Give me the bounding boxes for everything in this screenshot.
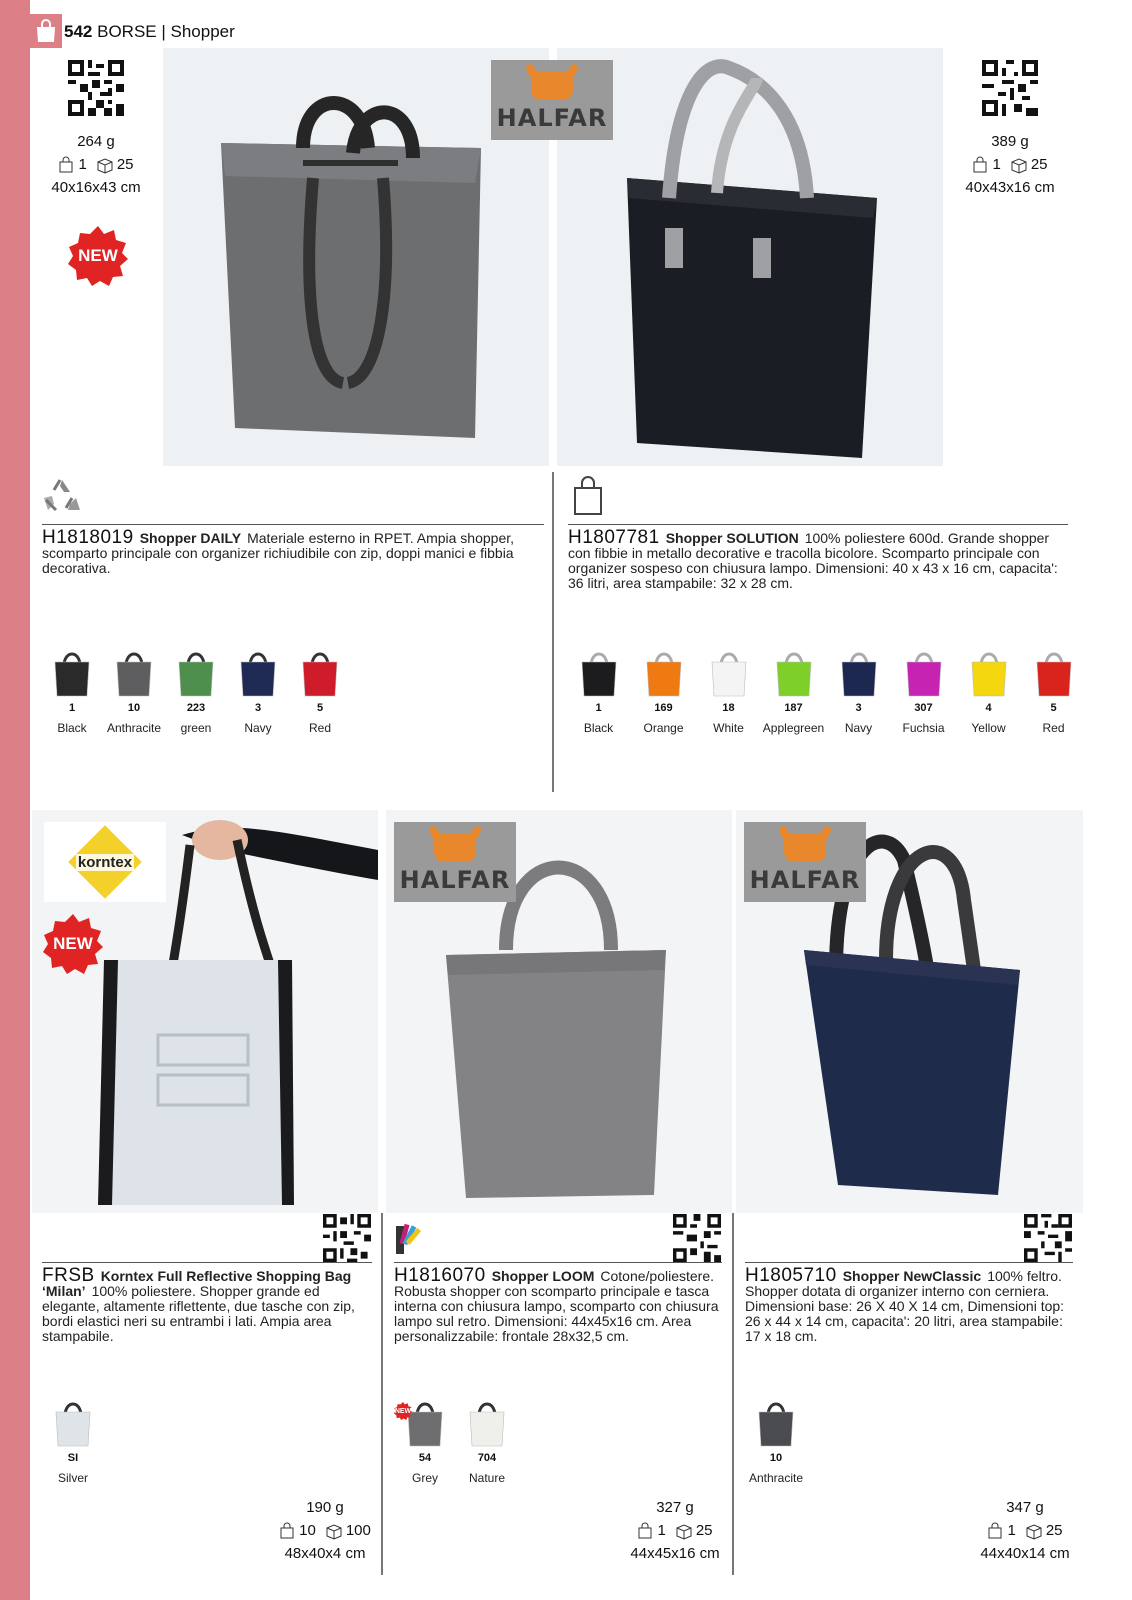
bag-pack-icon (987, 1523, 1003, 1539)
dimensions: 44x45x16 cm (630, 1545, 720, 1562)
color-name: Red (308, 721, 331, 735)
color-code: 18 (722, 702, 735, 714)
halfar-logo: HALFAR (491, 60, 613, 140)
color-swatch[interactable] (42, 1396, 104, 1485)
shopping-bag-outline-icon (572, 476, 604, 516)
page-header (64, 22, 235, 42)
product-text: Cotone/poliestere. Robusta shopper con scomparto principale e tasca interna con chiusura lampo, scomparto con chiusura lampo sul retro. Dimensioni: 44x45x16 cm. Area personalizzabile: frontale 28x32,5 cm. (394, 1268, 719, 1344)
color-swatch[interactable] (631, 646, 696, 735)
dimensions: 40x43x16 cm (965, 179, 1055, 196)
page-number: 542 (64, 22, 93, 41)
new-badge: NEW (68, 226, 128, 286)
color-name: White (713, 721, 744, 735)
column-divider (732, 1213, 734, 1575)
qr-code-icon (323, 1214, 371, 1262)
mini-bag-icon (51, 646, 93, 698)
product-description-frsb (42, 1265, 362, 1344)
color-variants-newclassic (745, 1396, 807, 1485)
mini-bag-icon (838, 646, 880, 698)
mini-bag-icon (968, 646, 1010, 698)
mini-bag-icon (643, 646, 685, 698)
section-title: BORSE | Shopper (97, 22, 235, 41)
color-code: 187 (784, 702, 803, 714)
color-code: 54 (418, 1452, 432, 1464)
color-name: Grey (411, 1471, 438, 1485)
column-divider (381, 1213, 383, 1575)
color-code: 10 (127, 702, 141, 714)
side-stripe (0, 0, 30, 1600)
pack-info: 1 25 (962, 153, 1058, 176)
product-code: H1807781 (568, 527, 660, 548)
color-name: Black (57, 721, 87, 735)
mini-bag-icon (1033, 646, 1075, 698)
color-code: 223 (186, 702, 206, 714)
new-badge: NEW (43, 914, 103, 974)
color-name: Silver (57, 1471, 88, 1485)
carton-box-icon (326, 1523, 342, 1539)
color-swatch[interactable] (566, 646, 631, 735)
product-photo-frsb (32, 810, 378, 1213)
specs-newclassic (972, 1496, 1078, 1565)
dimensions: 40x16x43 cm (51, 179, 141, 196)
korntex-logo: korntex (44, 822, 166, 902)
specs-frsb (272, 1496, 378, 1565)
color-code: 1 (68, 702, 76, 714)
color-name: Red (1042, 721, 1065, 735)
section-tab (30, 14, 62, 48)
product-photo-solution (496, 48, 943, 466)
bag-pack-icon (58, 157, 74, 173)
qr-code-icon (68, 60, 124, 116)
color-variants-daily (41, 646, 351, 735)
color-name: Black (583, 721, 614, 735)
color-swatch[interactable] (289, 646, 351, 735)
shopping-bag-icon (34, 18, 58, 44)
carton-box-icon (1011, 157, 1027, 173)
product-description-daily (42, 527, 544, 576)
color-name: Applegreen (762, 721, 825, 735)
halfar-logo: HALFAR (744, 822, 866, 902)
color-code: 5 (316, 702, 324, 714)
bag-pack-icon (637, 1523, 653, 1539)
divider (42, 1262, 372, 1263)
recycle-icon (42, 478, 82, 516)
qr-code-icon (982, 60, 1038, 116)
dimensions: 44x40x14 cm (980, 1545, 1070, 1562)
mini-bag-icon (578, 646, 620, 698)
color-code: SI (67, 1452, 79, 1464)
color-code: 10 (769, 1452, 783, 1464)
color-name: Anthracite (748, 1471, 804, 1485)
product-name: Shopper SOLUTION (665, 530, 799, 546)
pack-info: 1 25 (48, 153, 144, 176)
qr-code-frsb[interactable] (323, 1214, 371, 1262)
mini-bag-icon (773, 646, 815, 698)
product-code: H1805710 (745, 1265, 837, 1286)
product-photo-newclassic (736, 810, 1083, 1213)
mini-bag-icon (708, 646, 750, 698)
qr-code-icon (1024, 1214, 1072, 1262)
dimensions: 48x40x4 cm (284, 1545, 366, 1562)
mini-bag-icon (175, 646, 217, 698)
color-swatch[interactable] (165, 646, 227, 735)
divider (42, 524, 544, 525)
product-code: H1816070 (394, 1265, 486, 1286)
mini-bag-icon (466, 1396, 508, 1448)
color-code: 1 (595, 702, 602, 714)
weight: 327 g (656, 1499, 694, 1516)
color-code: 3 (254, 702, 262, 714)
color-variants-loom (394, 1396, 518, 1485)
color-name: Orange (643, 721, 684, 735)
carton-box-icon (676, 1523, 692, 1539)
color-swatch[interactable] (227, 646, 289, 735)
new-badge-small: NEW (394, 1402, 412, 1420)
color-name: Nature (468, 1471, 506, 1485)
divider (394, 1262, 722, 1263)
mini-bag-icon (52, 1396, 94, 1448)
mini-bag-icon (237, 646, 279, 698)
product-name: Korntex Full Reflective Shopping Bag ‘Milan’ (42, 1268, 352, 1299)
color-name: Navy (244, 721, 272, 735)
qr-code-icon (673, 1214, 721, 1262)
color-code: 704 (477, 1452, 497, 1464)
color-swatch[interactable] (1021, 646, 1086, 735)
color-name: Fuchsia (902, 721, 945, 735)
color-swatch[interactable] (956, 646, 1021, 735)
color-name: Navy (844, 721, 873, 735)
mini-bag-icon (903, 646, 945, 698)
product-description-newclassic (745, 1265, 1065, 1344)
pack-info: 1 25 (972, 1519, 1078, 1542)
product-description-solution (568, 527, 1068, 591)
qr-code-daily[interactable] (68, 60, 124, 116)
carton-box-icon (97, 157, 113, 173)
specs-solution (962, 130, 1058, 199)
color-swatch[interactable] (891, 646, 956, 735)
color-name: green (180, 721, 212, 735)
pack-info: 10 100 (272, 1519, 378, 1542)
qr-code-solution[interactable] (982, 60, 1038, 116)
product-description-loom (394, 1265, 722, 1344)
color-swatch[interactable] (103, 646, 165, 735)
color-code: 307 (914, 702, 933, 714)
divider (745, 1262, 1073, 1263)
product-text: 100% poliestere 600d. Grande shopper con fibbie in metallo decorative e tracolla bicolore. Scomparto principale con organizer sospeso con chiusura lampo. Dimensioni: 40 x 43 x 16 cm, capacita': 36 litri, area stampabile: 32 x 28 cm. (568, 530, 1058, 591)
color-swatch[interactable] (696, 646, 761, 735)
product-name: Shopper LOOM (491, 1268, 595, 1284)
mini-bag-icon (113, 646, 155, 698)
color-name: Anthracite (106, 721, 162, 735)
color-code: 4 (985, 702, 992, 714)
product-text: 100% poliestere. Shopper grande ed elegante, altamente riflettente, due tasche con zip, bordi elastici neri su entrambi i lati. Ampia area stampabile. (42, 1283, 355, 1344)
specs-loom (622, 1496, 728, 1565)
color-code: 3 (855, 702, 862, 714)
black-tote-bag-image (557, 48, 943, 466)
pack-info: 1 25 (622, 1519, 728, 1542)
color-palette-icon (394, 1222, 424, 1256)
carton-box-icon (1026, 1523, 1042, 1539)
qr-code-loom[interactable] (673, 1214, 721, 1262)
color-swatch[interactable] (456, 1396, 518, 1485)
qr-code-newclassic[interactable] (1024, 1214, 1072, 1262)
weight: 190 g (306, 1499, 344, 1516)
color-swatch[interactable] (761, 646, 826, 735)
color-swatch[interactable] (826, 646, 891, 735)
specs-daily (48, 130, 144, 199)
product-code: FRSB (42, 1265, 95, 1286)
product-name: Shopper DAILY (139, 530, 242, 546)
weight: 264 g (77, 133, 115, 150)
weight: 389 g (991, 133, 1029, 150)
color-name: Yellow (971, 721, 1006, 735)
product-code: H1818019 (42, 527, 134, 548)
mini-bag-icon (299, 646, 341, 698)
halfar-logo: HALFAR (394, 822, 516, 902)
weight: 347 g (1006, 1499, 1044, 1516)
column-divider (552, 472, 554, 792)
bag-pack-icon (972, 157, 988, 173)
color-swatch[interactable] (41, 646, 103, 735)
mini-bag-icon (755, 1396, 797, 1448)
product-photo-loom (386, 810, 732, 1213)
product-text: 100% feltro. Shopper dotata di organizer interno con cerniera. Dimensioni base: 26 X 40 X 14 cm, Dimensioni top: 26 x 44 x 14 cm, capacita': 20 litri, area stampabile: 17 x 18 cm. (745, 1268, 1065, 1344)
divider (568, 524, 1068, 525)
color-swatch[interactable] (745, 1396, 807, 1485)
bag-pack-icon (279, 1523, 295, 1539)
product-text: Materiale esterno in RPET. Ampia shopper, scomparto principale con organizer richiudibile con zip, doppi manici e fibbia decorativa. (42, 530, 515, 576)
color-code: 169 (654, 702, 673, 714)
color-code: 5 (1050, 702, 1057, 714)
color-variants-solution (566, 646, 1086, 735)
product-name: Shopper NewClassic (842, 1268, 982, 1284)
color-variants-frsb (42, 1396, 104, 1485)
